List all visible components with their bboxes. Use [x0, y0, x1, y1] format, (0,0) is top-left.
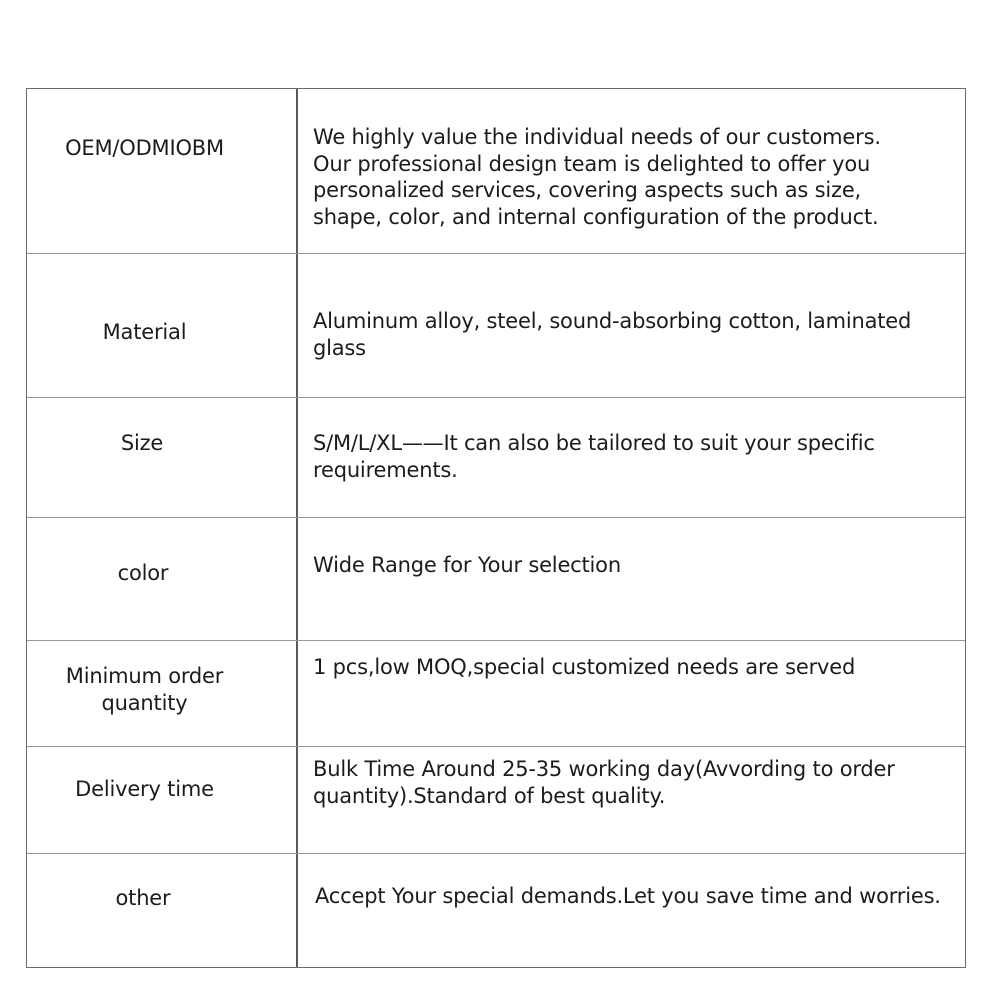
- value-line: quantity).Standard of best quality.: [313, 783, 666, 808]
- row-value-moq: [313, 654, 953, 681]
- row-label-delivery: Delivery time: [75, 777, 214, 801]
- table-row-size: [27, 398, 965, 517]
- row-label-other: other: [115, 886, 171, 910]
- table-row-material: [27, 254, 965, 397]
- spec-table: [26, 88, 966, 968]
- value-line: requirements.: [313, 457, 458, 482]
- value-line: We highly value the individual needs of our customers.: [313, 125, 881, 149]
- row-label-moq: [27, 663, 262, 717]
- label-line: Minimum order: [65, 664, 224, 688]
- value-line: Aluminum alloy, steel, sound-absorbing cotton, laminated: [313, 309, 912, 333]
- value-line: S/M/L/XL——It can also be tailored to suit your specific: [313, 431, 875, 455]
- value-line: Accept Your special demands.Let you save time and worries.: [315, 884, 941, 908]
- table-row-other: [27, 854, 965, 967]
- label-line: quantity: [101, 691, 188, 715]
- table-row-color: [27, 518, 965, 640]
- row-label-size: Size: [120, 431, 164, 455]
- table-row-oem: [27, 89, 965, 253]
- row-value-oem: [313, 124, 953, 230]
- row-value-color: [313, 552, 953, 579]
- row-value-other: [315, 883, 955, 910]
- table-row-moq: [27, 641, 965, 746]
- value-line: shape, color, and internal configuration of the product.: [313, 204, 879, 229]
- table-row-delivery: [27, 747, 965, 853]
- row-value-delivery: [313, 756, 953, 809]
- value-line: Bulk Time Around 25-35 working day(Avvording to order: [313, 757, 895, 781]
- row-value-material: [313, 308, 953, 361]
- row-label-color: color: [117, 561, 169, 585]
- row-value-size: [313, 430, 953, 483]
- row-label-material: Material: [102, 320, 187, 344]
- value-line: personalized services, covering aspects such as size,: [313, 178, 862, 202]
- value-line: glass: [313, 335, 366, 360]
- value-line: Our professional design team is delighted to offer you: [313, 151, 871, 176]
- value-line: Wide Range for Your selection: [313, 553, 621, 577]
- value-line: 1 pcs,low MOQ,special customized needs are served: [313, 655, 856, 679]
- row-label-oem: OEM/ODMIOBM: [65, 136, 224, 160]
